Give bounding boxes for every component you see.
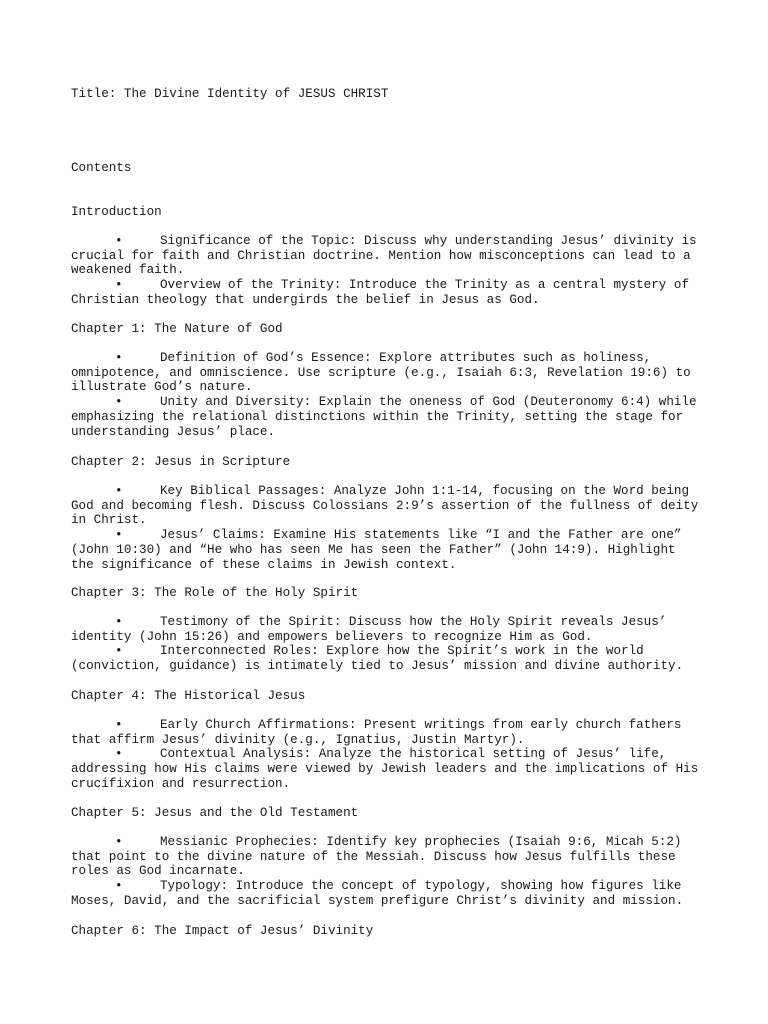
section-heading: Chapter 5: Jesus and the Old Testament [71, 806, 359, 820]
list-item-line: emphasizing the relational distinctions within the Trinity, setting the stage for [71, 409, 684, 424]
list-item-line: (conviction, guidance) is intimately tied to Jesus’ mission and divine authority. [71, 659, 684, 674]
bullet-icon: • [115, 234, 123, 248]
section-heading: Chapter 6: The Impact of Jesus’ Divinity [71, 924, 374, 938]
bullet-icon: • [115, 351, 123, 365]
bullet-icon: • [115, 747, 123, 762]
list-item-line: weakened faith. [71, 263, 185, 278]
bullet-icon: • [115, 615, 123, 629]
list-item-line: identity (John 15:26) and empowers believers to recognize Him as God. [71, 629, 593, 644]
list-item-line: Unity and Diversity: Explain the oneness of God (Deuteronomy 6:4) while [160, 395, 697, 410]
list-item-line: crucial for faith and Christian doctrine. Mention how misconceptions can lead to a [71, 248, 691, 263]
list-item-line: (John 10:30) and “He who has seen Me has seen the Father” (John 14:9). Highlight [71, 542, 676, 557]
list-item-line: crucifixion and resurrection. [71, 776, 291, 791]
list-item-line: Key Biblical Passages: Analyze John 1:1-14, focusing on the Word being [160, 484, 690, 498]
list-item-line: Significance of the Topic: Discuss why understanding Jesus’ divinity is [160, 234, 697, 248]
list-item-line: in Christ. [71, 513, 147, 528]
section-heading: Chapter 1: The Nature of God [71, 322, 283, 336]
list-item-line: God and becoming flesh. Discuss Colossians 2:9’s assertion of the fullness of deity [71, 498, 699, 513]
list-item-line: Moses, David, and the sacrificial system prefigure Christ’s divinity and mission. [71, 893, 684, 908]
list-item-line: the significance of these claims in Jewish context. [71, 557, 457, 572]
list-item-line: that affirm Jesus’ divinity (e.g., Ignatius, Justin Martyr). [71, 732, 525, 747]
list-item-line: Interconnected Roles: Explore how the Spirit’s work in the world [160, 644, 644, 659]
section-heading: Chapter 4: The Historical Jesus [71, 689, 306, 703]
list-item-line: omnipotence, and omniscience. Use scripture (e.g., Isaiah 6:3, Revelation 19:6) to [71, 365, 691, 380]
contents-heading: Contents [71, 161, 132, 175]
document-title: Title: The Divine Identity of JESUS CHRIST [71, 87, 389, 101]
list-item-line: Testimony of the Spirit: Discuss how the Holy Spirit reveals Jesus’ [160, 615, 667, 629]
bullet-icon: • [115, 718, 123, 732]
bullet-icon: • [115, 644, 123, 659]
list-item-line: Typology: Introduce the concept of typology, showing how figures like [160, 879, 682, 894]
bullet-icon: • [115, 528, 123, 543]
list-item-line: Overview of the Trinity: Introduce the Trinity as a central mystery of [160, 278, 690, 293]
bullet-icon: • [115, 879, 123, 894]
list-item-line: Early Church Affirmations: Present writings from early church fathers [160, 718, 682, 732]
list-item-line: that point to the divine nature of the Messiah. Discuss how Jesus fulfills these [71, 849, 676, 864]
bullet-icon: • [115, 395, 123, 410]
list-item-line: Jesus’ Claims: Examine His statements like “I and the Father are one” [160, 528, 682, 543]
section-heading: Chapter 3: The Role of the Holy Spirit [71, 586, 359, 600]
list-item-line: Contextual Analysis: Analyze the historical setting of Jesus’ life, [160, 747, 667, 762]
section-heading: Chapter 2: Jesus in Scripture [71, 455, 291, 469]
list-item-line: Messianic Prophecies: Identify key prophecies (Isaiah 9:6, Micah 5:2) [160, 835, 682, 849]
list-item-line: roles as God incarnate. [71, 864, 245, 879]
section-heading: Introduction [71, 205, 162, 219]
list-item-line: understanding Jesus’ place. [71, 424, 276, 439]
bullet-icon: • [115, 484, 123, 498]
list-item-line: addressing how His claims were viewed by Jewish leaders and the implications of His [71, 762, 699, 777]
list-item-line: Definition of God’s Essence: Explore attributes such as holiness, [160, 351, 652, 365]
list-item-line: Christian theology that undergirds the belief in Jesus as God. [71, 292, 540, 307]
bullet-icon: • [115, 278, 123, 293]
list-item-line: illustrate God’s nature. [71, 380, 253, 395]
bullet-icon: • [115, 835, 123, 849]
